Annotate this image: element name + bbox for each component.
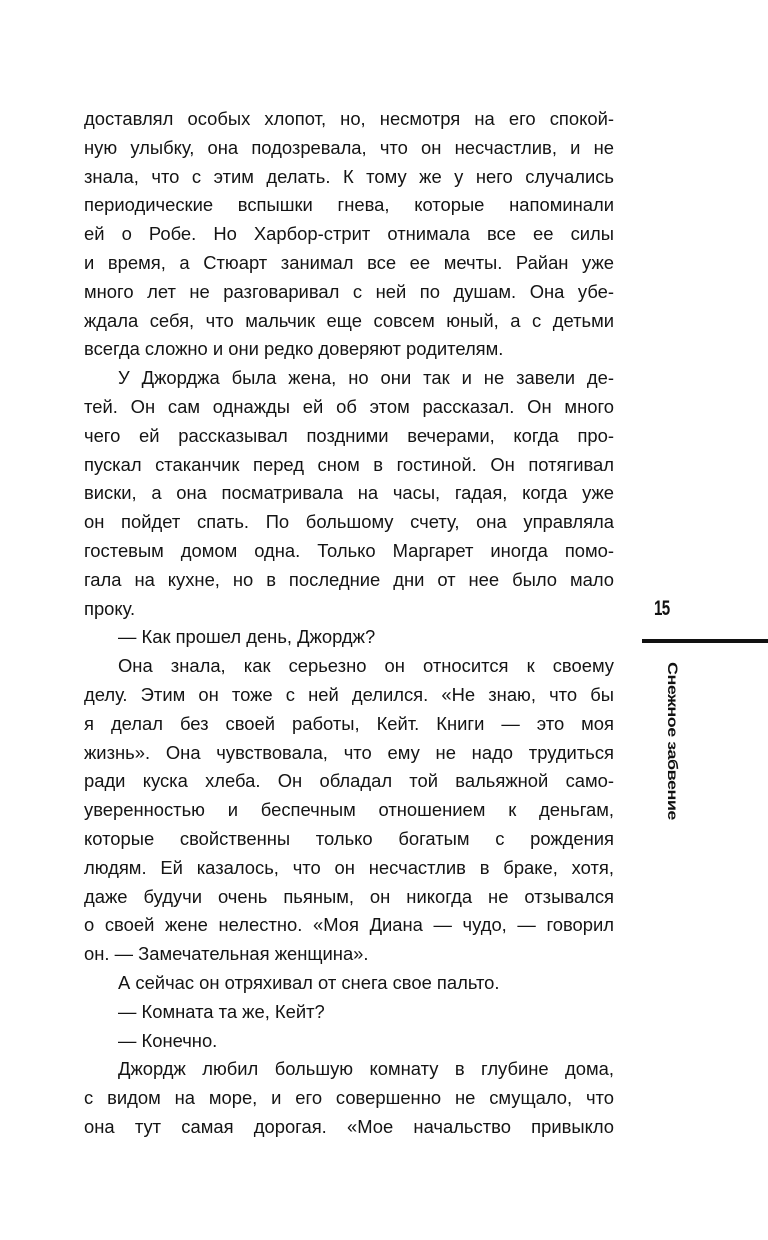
text-line: людям. Ей казалось, что он несчастлив в браке, хотя, bbox=[84, 856, 614, 878]
text-line: жизнь». Она чувствовала, что ему не надо трудиться bbox=[84, 741, 614, 763]
text-line: которые свойственны только богатым с рождения bbox=[84, 827, 614, 849]
text-line: я делал без своей работы, Кейт. Книги — это моя bbox=[84, 712, 614, 734]
text-line: всегда сложно и они редко доверяют родителям. bbox=[84, 338, 504, 360]
text-line: периодические вспышки гнева, которые напоминали bbox=[84, 194, 614, 216]
text-line: о своей жене нелестно. «Моя Диана — чудо, — говорил bbox=[84, 914, 614, 936]
text-line: тей. Он сам однажды ей об этом рассказал. Он много bbox=[84, 395, 614, 417]
text-line: он пойдет спать. По большому счету, она управляла bbox=[84, 511, 614, 533]
text-line: А сейчас он отряхивал от снега свое пальто. bbox=[118, 971, 500, 993]
text-line: чего ей рассказывал поздними вечерами, когда про- bbox=[84, 424, 614, 446]
page-number-rule bbox=[642, 639, 768, 643]
text-line: ждала себя, что мальчик еще совсем юный, а с детьми bbox=[84, 309, 614, 331]
text-line: — Как прошел день, Джордж? bbox=[118, 626, 376, 648]
text-line: уверенностью и беспечным отношением к деньгам, bbox=[84, 799, 614, 821]
page-number: 15 bbox=[654, 597, 670, 620]
text-line: Джордж любил большую комнату в глубине дома, bbox=[118, 1058, 614, 1080]
text-line: знала, что с этим делать. К тому же у него случались bbox=[84, 165, 614, 187]
text-line: она тут самая дорогая. «Мое начальство привыкло bbox=[84, 1115, 614, 1137]
text-line: проку. bbox=[84, 597, 136, 619]
text-line: Она знала, как серьезно он относится к своему bbox=[118, 655, 614, 677]
text-line: доставлял особых хлопот, но, несмотря на его спокой- bbox=[84, 108, 614, 129]
running-title: Снежное забвение bbox=[664, 662, 681, 820]
text-line: он. — Замечательная женщина». bbox=[84, 943, 369, 965]
text-line: делу. Этим он тоже с ней делился. «Не знаю, что бы bbox=[84, 683, 614, 705]
text-line: — Конечно. bbox=[118, 1029, 218, 1051]
text-line: даже будучи очень пьяным, он никогда не отзывался bbox=[84, 885, 614, 907]
text-line: гала на кухне, но в последние дни от нее было мало bbox=[84, 568, 614, 590]
text-line: — Комната та же, Кейт? bbox=[118, 1000, 325, 1022]
text-line: ради куска хлеба. Он обладал той вальяжной само- bbox=[84, 770, 614, 792]
text-line: виски, а она посматривала на часы, гадая, когда уже bbox=[84, 482, 614, 504]
body-text bbox=[84, 105, 614, 1142]
text-line: и время, а Стюарт занимал все ее мечты. Райан уже bbox=[84, 251, 614, 273]
text-line: с видом на море, и его совершенно не смущало, что bbox=[84, 1087, 614, 1109]
text-line: много лет не разговаривал с ней по душам. Она убе- bbox=[84, 280, 614, 302]
text-line: У Джорджа была жена, но они так и не завели де- bbox=[118, 367, 614, 389]
text-line: гостевым домом одна. Только Маргарет иногда помо- bbox=[84, 539, 614, 561]
text-line: пускал стаканчик перед сном в гостиной. Он потягивал bbox=[84, 453, 614, 475]
text-line: ей о Робе. Но Харбор-стрит отнимала все ее силы bbox=[84, 223, 614, 245]
text-line: ную улыбку, она подозревала, что он несчастлив, и не bbox=[84, 136, 614, 158]
